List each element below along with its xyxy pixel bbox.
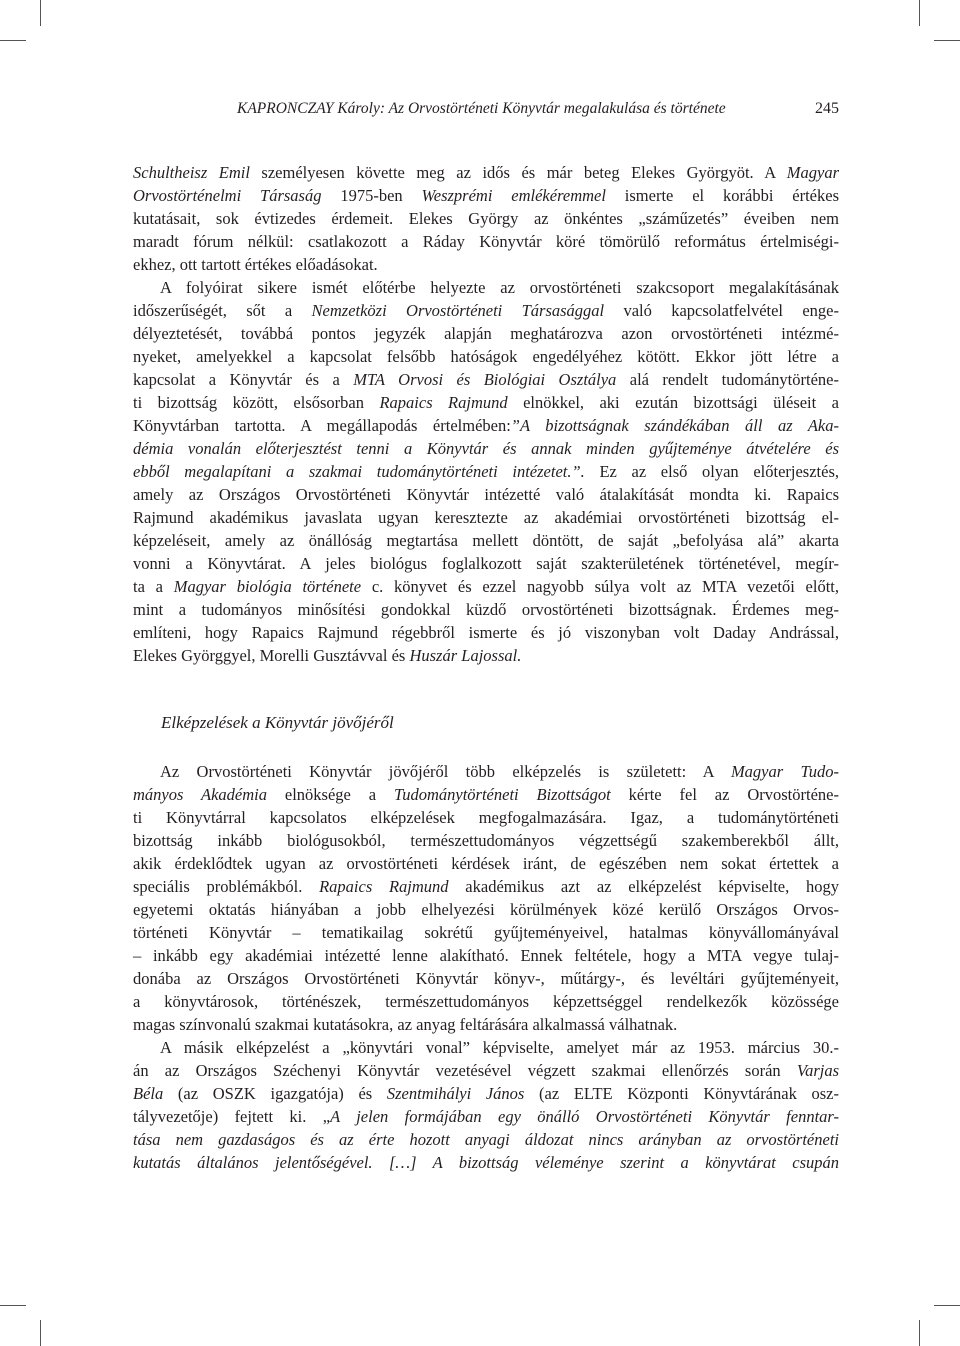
text-run: vonni a Könyvtárat. A jeles biológus foglalkozott saját szakterületének történetével, megír- (133, 554, 839, 573)
text-line (133, 483, 839, 506)
running-title: KAPRONCZAY Károly: Az Orvostörténeti Könyvtár megalakulása és története (237, 100, 726, 117)
body-text-section-2 (133, 760, 839, 1174)
text-line (133, 783, 839, 806)
text-line (133, 852, 839, 875)
text-line (133, 460, 839, 483)
page-number: 245 (815, 100, 839, 117)
text-run: ismerte el korábbi értékes (605, 186, 839, 205)
text-run: 1975-ben (321, 186, 422, 205)
crop-mark (919, 1320, 920, 1346)
text-line (133, 875, 839, 898)
text-line (133, 207, 839, 230)
text-run: c. könyvet és ezzel nagyobb súlya volt az MTA vezetői előtt, (361, 577, 839, 596)
text-line (133, 760, 839, 783)
italic-text: ”A bizottságnak szándékában áll az Aka- (510, 416, 839, 435)
text-line (133, 1128, 839, 1151)
text-run: magas színvonalú szakmai kutatásokra, az anyag feltárására alkalmassá válhatnak. (133, 1015, 678, 1034)
text-line (133, 806, 839, 829)
italic-text: Béla (133, 1084, 164, 1103)
text-run: akik érdeklődtek ugyan az orvostörténeti kérdések iránt, de egészében nem sokat értettek a (133, 854, 839, 873)
text-line (133, 1082, 839, 1105)
crop-mark (40, 1320, 41, 1346)
italic-text: Weszprémi emlékéremmel (421, 186, 606, 205)
crop-mark (0, 40, 26, 41)
text-line (133, 944, 839, 967)
crop-mark (0, 1305, 26, 1306)
text-run: elnöksége a (266, 785, 394, 804)
text-run: történeti Könyvtár – tematikailag sokrétű gyűjteményeivel, hatalmas könyvállományával (133, 923, 839, 942)
text-run: kutatásait, sok évtizedes érdemeit. Elekes György az önkéntes „száműzetés” éveiben nem (133, 209, 839, 228)
text-run: akadémikus azt az elképzelést képviselte, hogy (448, 877, 839, 896)
text-run: A másik elképzelést a „könyvtári vonal” képviselte, amelyet már az 1953. március 30.- (160, 1038, 839, 1057)
text-line (133, 598, 839, 621)
italic-text: démia vonalán előterjesztést tenni a Könyvtár és annak minden gyűjteménye átvételére és (133, 439, 839, 458)
text-run: Rajmund akadémikus javaslata ugyan keresztezte az akadémiai orvostörténeti bizottság el- (133, 508, 839, 527)
text-line (133, 990, 839, 1013)
text-run: Elekes Györggyel, Morelli Gusztávval és (133, 646, 410, 665)
text-line (133, 1059, 839, 1082)
italic-text: Magyar Tudo- (730, 762, 839, 781)
text-line (133, 230, 839, 253)
text-line (133, 552, 839, 575)
italic-text: Orvostörténelmi Társaság (133, 186, 322, 205)
italic-text: Varjas (796, 1061, 839, 1080)
text-run: ti bizottság között, elsősorban (133, 393, 380, 412)
text-run: án az Országos Széchenyi Könyvtár vezetésével végzett szakmai ellenőrzés során (133, 1061, 797, 1080)
text-run: – inkább egy akadémiai intézetté lenne alakítható. Ennek feltétele, hogy a MTA vegye tulaj- (133, 946, 839, 965)
text-line (133, 921, 839, 944)
text-line (133, 299, 839, 322)
text-run: délyeztetését, továbbá pontos jegyzék alapján meghatározva azon orvostörténeti intézmé- (133, 324, 839, 343)
text-line (133, 322, 839, 345)
text-run: nyeket, amelyekkel a kapcsolat felsőbb hatóságok engedélyéhez kötött. Ekkor jött létre a (133, 347, 839, 366)
text-run: személyesen követte meg az idős és már beteg Elekes Györgyöt. A (249, 163, 787, 182)
text-line (133, 1151, 839, 1174)
text-run: Ez az első olyan előterjesztés, (584, 462, 839, 481)
text-run: ta a (133, 577, 174, 596)
text-run: (az OSZK igazgatója) és (163, 1084, 387, 1103)
text-run: bizottság inkább biológusokból, természettudományos végzettségű szakemberekből állt, (133, 831, 839, 850)
text-line (133, 184, 839, 207)
italic-text: A jelen formájában egy önálló Orvostörténeti Könyvtár fenntar- (330, 1107, 839, 1126)
italic-text: Tudománytörténeti Bizottságot (393, 785, 611, 804)
text-run: alá rendelt tudománytörténe- (616, 370, 839, 389)
text-line (133, 829, 839, 852)
italic-text: tása nem gazdaságos és az érte hozott anyagi áldozat nincs arányban az orvostörténeti (133, 1130, 839, 1149)
text-line (133, 414, 839, 437)
text-line (133, 345, 839, 368)
italic-text: kutatás általános jelentőségével. […] A bizottság véleménye szerint a könyvtárat csupán (133, 1153, 839, 1172)
text-line (133, 276, 839, 299)
body-text-section-1 (133, 161, 839, 667)
italic-text: Rapaics Rajmund (319, 877, 449, 896)
text-run: amely az Országos Orvostörténeti Könyvtár intézetté való átalakítását mondta ki. Rapaics (133, 485, 839, 504)
crop-mark (934, 1305, 960, 1306)
italic-text: mányos Akadémia (133, 785, 267, 804)
text-line (133, 253, 839, 276)
text-run: maradt fórum nélkül: csatlakozott a Ráday Könyvtár köré tömörülő református értelmiségi- (133, 232, 839, 251)
text-run: ekhez, ott tartott értékes előadásokat. (133, 255, 378, 274)
text-line (133, 967, 839, 990)
italic-text: Magyar biológia története (173, 577, 362, 596)
text-line (133, 644, 839, 667)
text-run: (az ELTE Központi Könyvtárának osz- (524, 1084, 839, 1103)
text-line (133, 529, 839, 552)
text-run: egyetemi oktatás hiányában a jobb elhelyezési körülmények közé kerülő Országos Orvos- (133, 900, 839, 919)
text-run: a könyvtárosok, történészek, természettudományos képzettséggel rendelkezők közössége (133, 992, 839, 1011)
text-run: kapcsolat a Könyvtár és a (133, 370, 354, 389)
text-line (133, 1105, 839, 1128)
text-run: speciális problémákból. (133, 877, 320, 896)
text-run: ti Könyvtárral kapcsolatos elképzelések megfogalmazására. Igaz, a tudománytörténeti (133, 808, 839, 827)
italic-text: Szentmihályi János (386, 1084, 525, 1103)
text-run: Könyvtárban tartotta. A megállapodás értelmében: (133, 416, 511, 435)
text-run: tályvezetője) fejtett ki. „ (133, 1107, 331, 1126)
text-line (133, 1036, 839, 1059)
crop-mark (40, 0, 41, 26)
italic-text: Nemzetközi Orvostörténeti Társasággal (311, 301, 605, 320)
italic-text: Huszár Lajossal. (409, 646, 522, 665)
text-run: A folyóirat sikere ismét előtérbe helyezte az orvostörténeti szakcsoport megalakításának (160, 278, 839, 297)
text-line (133, 621, 839, 644)
text-line (133, 575, 839, 598)
text-line (133, 1013, 839, 1036)
text-run: képzeléseit, amely az önállóság megtartása mellett döntött, de saját „befolyása alá” akarta (133, 531, 839, 550)
text-run: donába az Országos Orvostörténeti Könyvtár könyv-, műtárgy-, és levéltári gyűjteményeit, (133, 969, 839, 988)
text-run: időszerűségét, sőt a (133, 301, 312, 320)
crop-mark (919, 0, 920, 26)
crop-mark (934, 40, 960, 41)
italic-text: Magyar (786, 163, 840, 182)
text-run: elnökkel, aki ezután bizottsági üléseit a (507, 393, 839, 412)
text-line (133, 368, 839, 391)
section-heading: Elképzelések a Könyvtár jövőjéről (161, 713, 394, 732)
italic-text: Schultheisz Emil (133, 163, 250, 182)
italic-text: ebből megalapítani a szakmai tudománytörténeti intézetet.”. (133, 462, 585, 481)
text-line (133, 391, 839, 414)
text-run: való kapcsolatfelvétel enge- (604, 301, 839, 320)
text-run: kérte fel az Orvostörténe- (610, 785, 839, 804)
text-line (133, 161, 839, 184)
text-line (133, 437, 839, 460)
text-line (133, 898, 839, 921)
text-run: Az Orvostörténeti Könyvtár jövőjéről több elképzelés is született: A (160, 762, 731, 781)
text-run: mint a tudományos minősítési gondokkal küzdő orvostörténeti bizottságnak. Érdemes meg- (133, 600, 839, 619)
text-line (133, 506, 839, 529)
text-run: említeni, hogy Rapaics Rajmund régebbről ismerte és jó viszonyban volt Daday Andrással, (133, 623, 839, 642)
italic-text: MTA Orvosi és Biológiai Osztálya (353, 370, 617, 389)
italic-text: Rapaics Rajmund (379, 393, 508, 412)
